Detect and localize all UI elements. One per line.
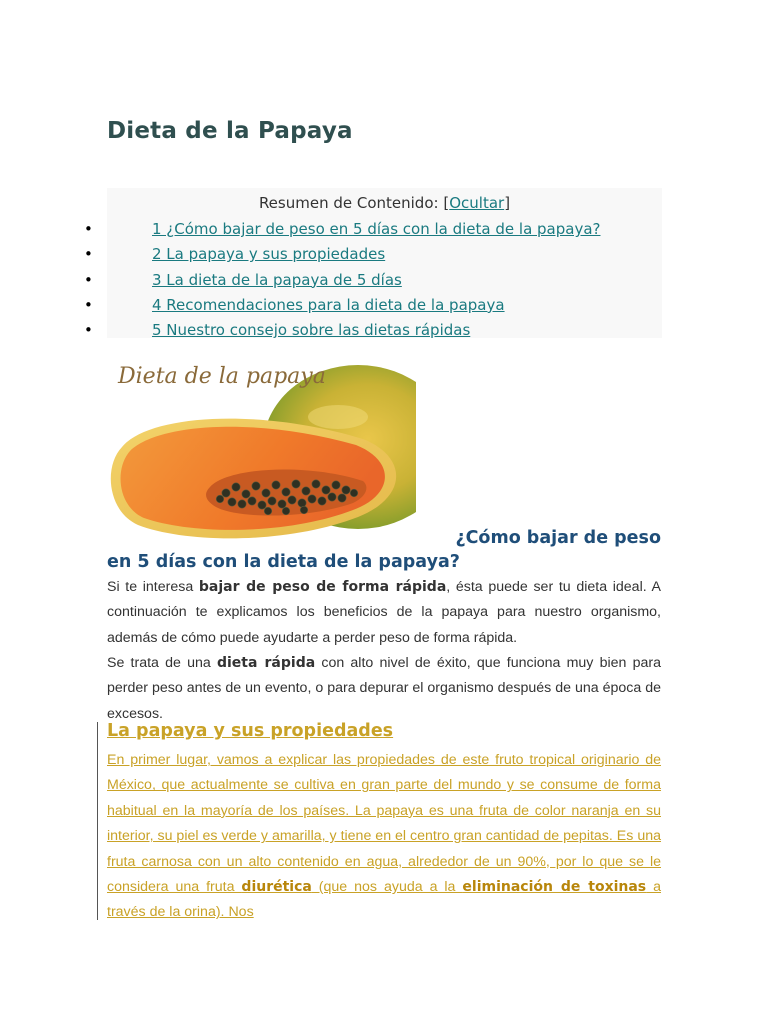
intro-paragraph bbox=[107, 575, 661, 651]
text-run: (que nos ayuda a la bbox=[311, 879, 463, 896]
toc-item bbox=[0, 294, 662, 319]
section-heading-1-line2: en 5 días con la dieta de la papaya? bbox=[107, 552, 460, 572]
diet-paragraph bbox=[107, 651, 661, 727]
section-heading-1 bbox=[107, 526, 661, 574]
toc-link-3[interactable]: 3 La dieta de la papaya de 5 días bbox=[152, 270, 402, 289]
text-run: En primer lugar, vamos a explicar las propiedades de este fruto tropical originario de México, que actualmente se cultiva en gran parte del mundo y se consume de forma habitual en la mayoría de los países. La papaya es una fruta de color naranja en su interior, su piel es verde y amarilla, y tiene en el centro gran cantidad de pepitas. Es una fruta carnosa con un alto contenido en agua, alrededor de un 90%, por lo que se le considera una fruta bbox=[107, 752, 661, 896]
bullet-icon: • bbox=[84, 270, 93, 289]
bullet-icon: • bbox=[84, 321, 93, 340]
table-of-contents bbox=[84, 188, 662, 340]
properties-paragraph[interactable] bbox=[107, 748, 661, 926]
toc-header bbox=[107, 194, 662, 212]
bullet-icon: • bbox=[84, 295, 93, 314]
bold-text: diurética bbox=[241, 879, 312, 896]
text-run: con alto nivel de éxito, que funciona muy bien para perder peso antes de un evento, o para depurar el organismo después de una época de excesos. bbox=[107, 655, 661, 722]
toc-bracket-close: ] bbox=[504, 194, 511, 212]
text-run: Si te interesa bbox=[107, 579, 199, 595]
bold-text: bajar de peso de forma rápida bbox=[198, 579, 447, 595]
image-caption: Dieta de la papaya bbox=[118, 364, 326, 389]
section-heading-1-line1: ¿Cómo bajar de peso bbox=[455, 528, 661, 548]
text-cursor-bar bbox=[97, 722, 98, 920]
section-heading-2[interactable]: La papaya y sus propiedades bbox=[107, 721, 394, 741]
text-run: a través de la orina). Nos bbox=[107, 879, 661, 921]
toc-link-5[interactable]: 5 Nuestro consejo sobre las dietas rápidas bbox=[152, 321, 471, 340]
bold-text: eliminación de toxinas bbox=[462, 879, 647, 896]
toc-item bbox=[0, 243, 662, 268]
toc-label: Resumen de Contenido: bbox=[258, 194, 439, 212]
text-run: Se trata de una bbox=[107, 655, 217, 671]
toc-link-2[interactable]: 2 La papaya y sus propiedades bbox=[152, 245, 386, 264]
toc-item bbox=[0, 319, 662, 344]
text-run: , ésta puede ser tu dieta ideal. A continuación te explicamos los beneficios de la papaya para nuestro organismo, además de cómo puede ayudarte a perder peso de forma rápida. bbox=[107, 579, 662, 646]
toc-link-4[interactable]: 4 Recomendaciones para la dieta de la papaya bbox=[152, 295, 505, 314]
page-title: Dieta de la Papaya bbox=[107, 118, 353, 144]
bullet-icon: • bbox=[84, 220, 93, 238]
bullet-icon: • bbox=[84, 245, 93, 264]
toc-list bbox=[0, 218, 662, 344]
toc-item bbox=[0, 269, 662, 294]
toc-item bbox=[0, 218, 662, 243]
papaya-image bbox=[108, 347, 416, 544]
toc-hide-link[interactable]: Ocultar bbox=[449, 194, 505, 212]
toc-bracket-open: [ bbox=[443, 194, 450, 212]
bold-text: dieta rápida bbox=[216, 655, 316, 671]
toc-link-1[interactable]: 1 ¿Cómo bajar de peso en 5 días con la dieta de la papaya? bbox=[152, 220, 601, 238]
